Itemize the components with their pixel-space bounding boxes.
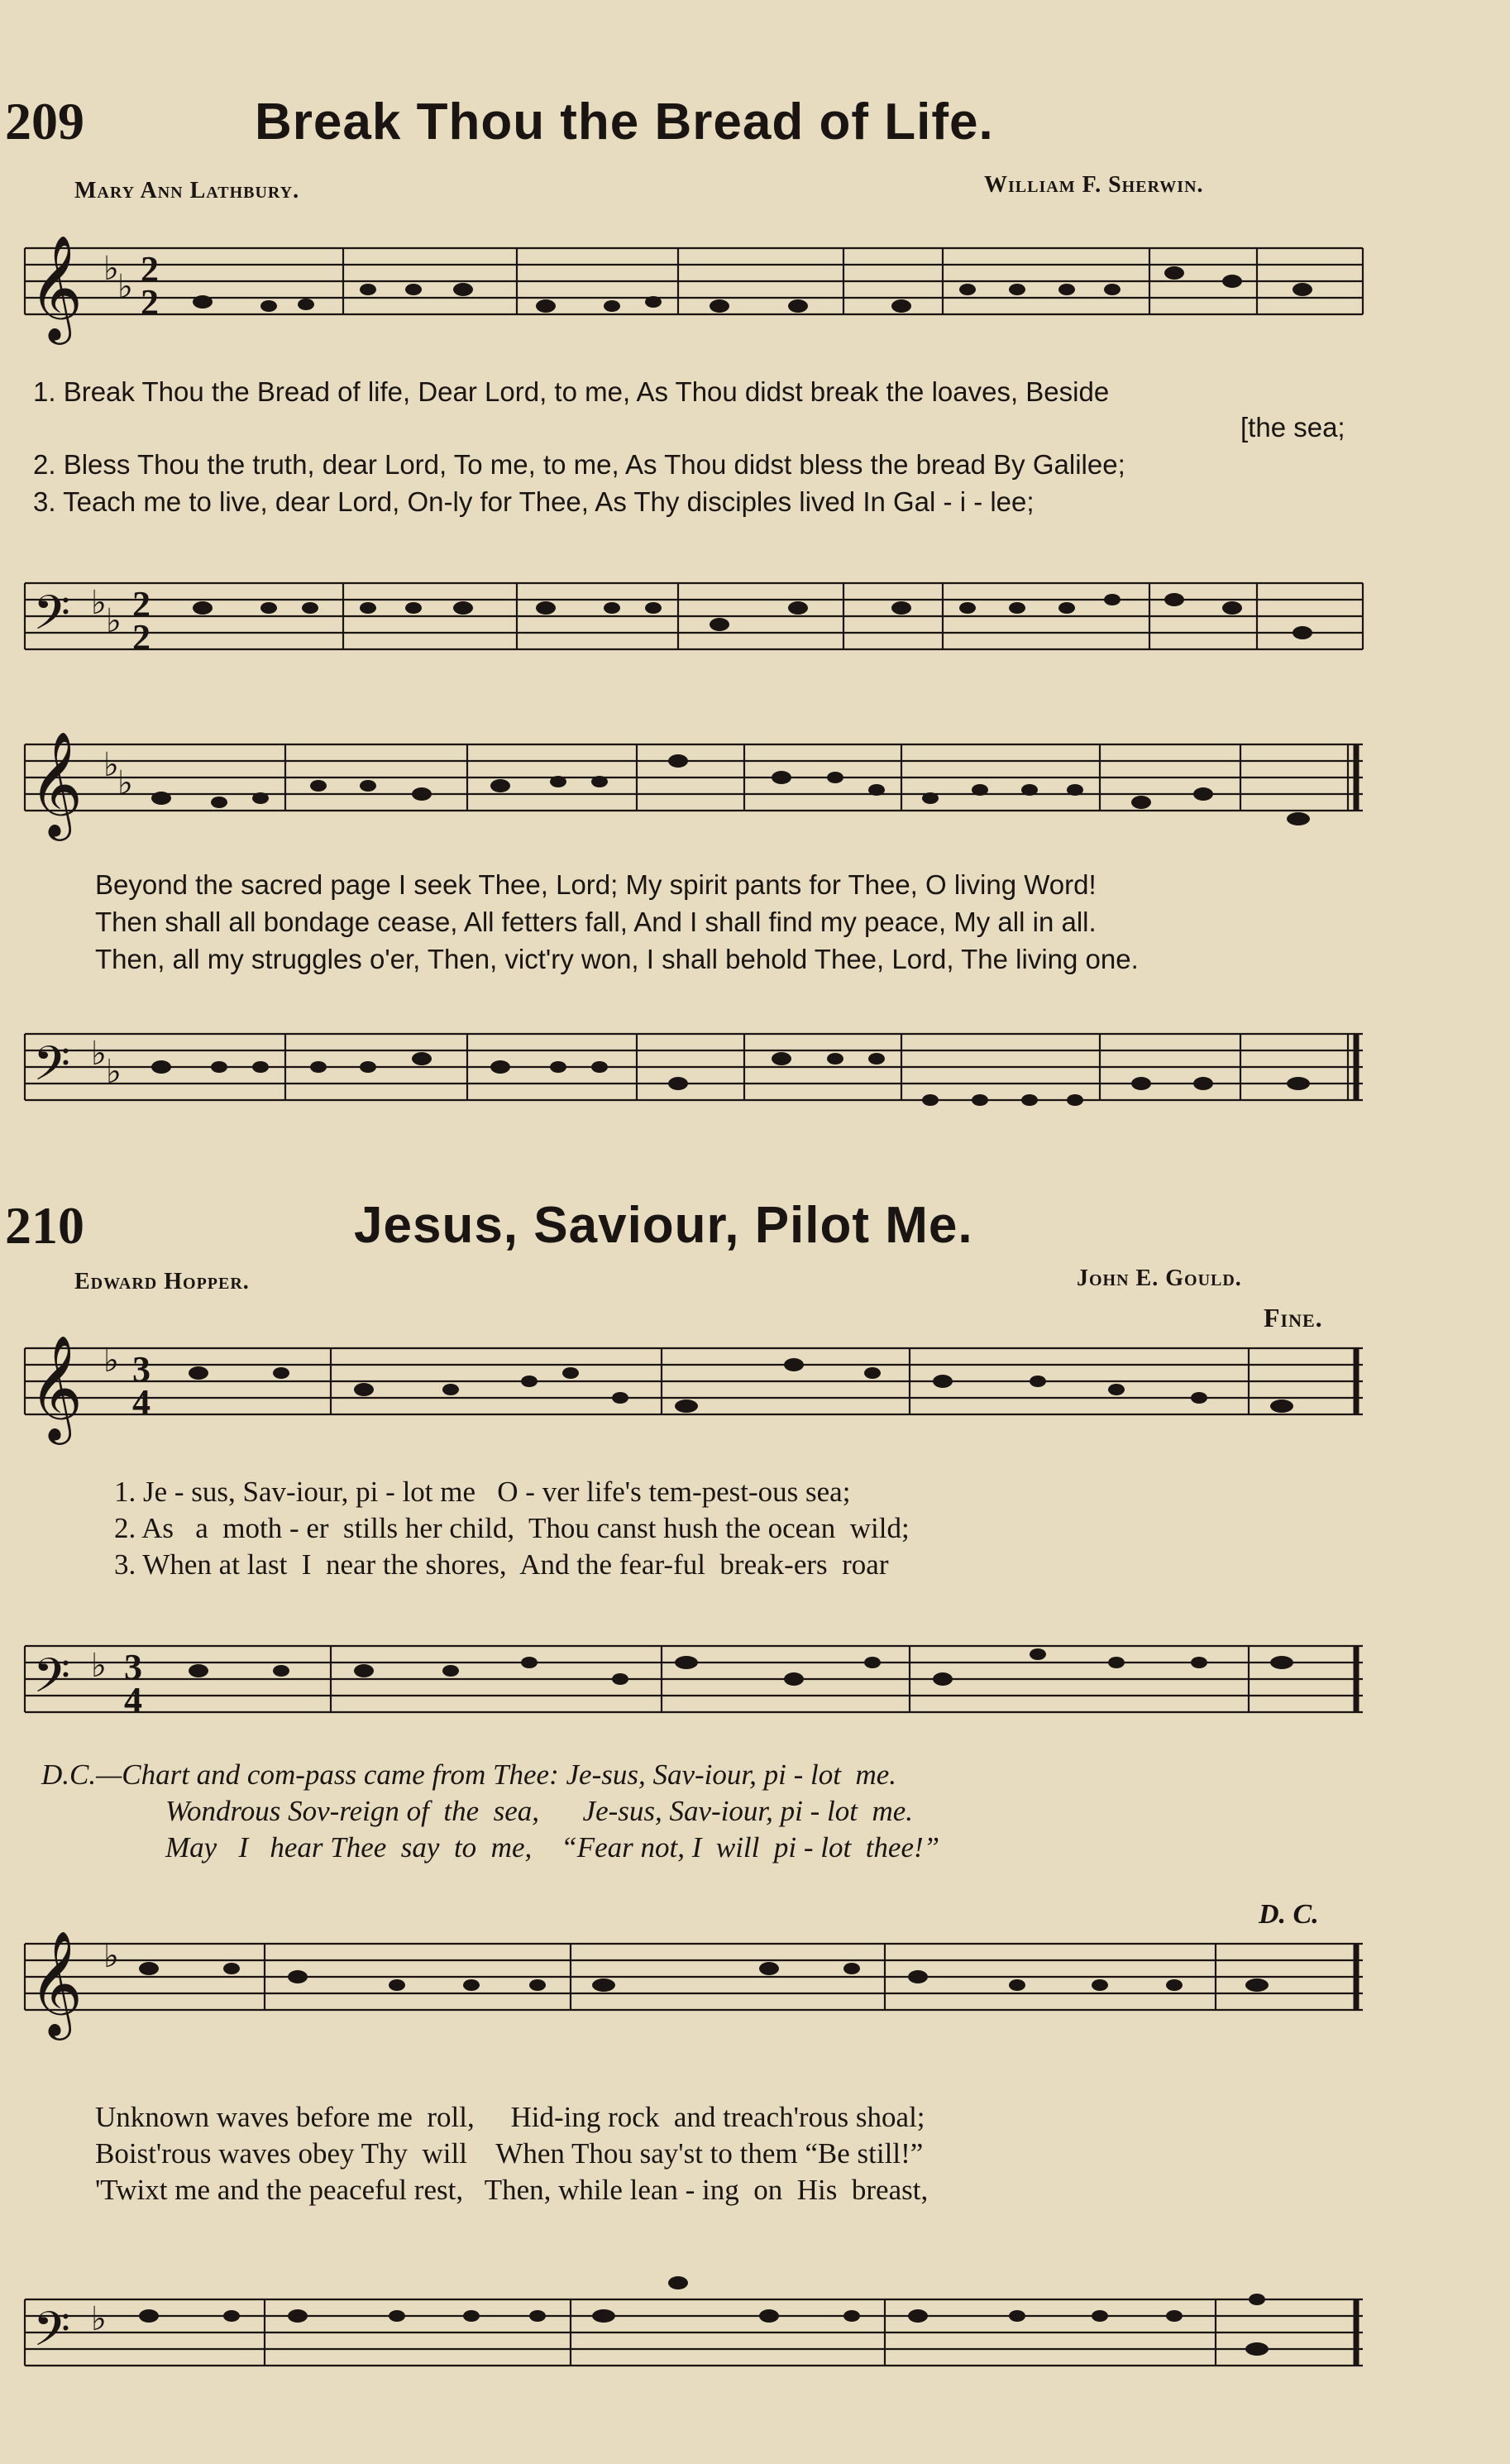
verse-line-b1: Beyond the sacred page I seek Thee, Lord; My spirit pants for Thee, O living Word! xyxy=(95,869,1097,900)
verse-line-2: 2. As a moth - er stills her child, Thou canst hush the ocean wild; xyxy=(114,1512,910,1544)
fine-marking: Fine. xyxy=(1264,1303,1323,1332)
svg-text:♭: ♭ xyxy=(91,2300,107,2337)
verse-line-b2: Then shall all bondage cease, All fetters fall, And I shall find my peace, My all in all. xyxy=(95,907,1097,937)
svg-text:𝄢: 𝄢 xyxy=(33,585,71,653)
svg-text:𝄢: 𝄢 xyxy=(33,1036,71,1103)
hymn-number: 209 xyxy=(5,92,84,151)
svg-text:𝄢: 𝄢 xyxy=(33,1648,71,1715)
svg-text:2: 2 xyxy=(141,249,159,289)
svg-text:𝄢: 𝄢 xyxy=(33,2301,71,2369)
bass-staff xyxy=(0,1596,1510,1720)
svg-text:𝄞: 𝄞 xyxy=(29,1334,84,1440)
treble-staff xyxy=(0,1919,1510,2051)
svg-text:♭: ♭ xyxy=(106,602,122,639)
verse-line-3: 3. Teach me to live, dear Lord, On-ly for Thee, As Thy disciples lived In Gal - i - lee; xyxy=(33,486,1035,517)
svg-text:♭: ♭ xyxy=(117,764,133,801)
svg-text:♭: ♭ xyxy=(91,1035,107,1072)
verse-line-1-cont: [the sea; xyxy=(1240,412,1345,443)
verse-line-3: 3. When at last I near the shores, And the fear-ful break-ers roar xyxy=(114,1548,889,1581)
bass-staff xyxy=(0,2233,1510,2399)
verse-line-1: 1. Break Thou the Bread of life, Dear Lord, to me, As Thou didst break the loaves, Beside xyxy=(33,376,1110,407)
svg-text:♭: ♭ xyxy=(103,250,119,287)
hymn-author: Edward Hopper. xyxy=(74,1269,250,1294)
verse-line-b2: Boist'rous waves obey Thy will When Thou say'st to them “Be still!” xyxy=(95,2137,924,2170)
svg-text:4: 4 xyxy=(132,1382,151,1423)
treble-staff xyxy=(0,223,1510,347)
treble-staff xyxy=(0,711,1510,852)
verse-line-b1: Unknown waves before me roll, Hid-ing rock and treach'rous shoal; xyxy=(95,2101,925,2133)
svg-text:♭: ♭ xyxy=(106,1053,122,1090)
verse-line-b3: Then, all my struggles o'er, Then, vict'ry won, I shall behold Thee, Lord, The living one. xyxy=(95,944,1139,974)
dc-line-2: Wondrous Sov-reign of the sea, Je-sus, Sav-iour, pi - lot me. xyxy=(165,1795,914,1827)
svg-text:♭: ♭ xyxy=(103,746,119,783)
svg-text:3: 3 xyxy=(132,1349,151,1390)
hymn-number: 210 xyxy=(5,1196,84,1255)
svg-text:♭: ♭ xyxy=(117,268,133,305)
hymn-composer: William F. Sherwin. xyxy=(984,172,1204,198)
dc-marking: D. C. xyxy=(1259,1899,1319,1930)
hymn-author: Mary Ann Lathbury. xyxy=(74,178,300,203)
bass-staff xyxy=(0,993,1510,1141)
verse-line-b3: 'Twixt me and the peaceful rest, Then, while lean - ing on His breast, xyxy=(95,2174,929,2206)
hymn-title: Break Thou the Bread of Life. xyxy=(255,93,994,151)
svg-text:2: 2 xyxy=(132,617,151,658)
bass-staff xyxy=(0,546,1510,670)
hymn-title: Jesus, Saviour, Pilot Me. xyxy=(354,1197,973,1254)
svg-text:𝄞: 𝄞 xyxy=(29,730,84,836)
svg-text:♭: ♭ xyxy=(103,1937,119,1974)
svg-text:𝄞: 𝄞 xyxy=(29,234,84,340)
dc-line-1: D.C.—Chart and com-pass came from Thee: Je-sus, Sav-iour, pi - lot me. xyxy=(41,1758,897,1791)
svg-text:♭: ♭ xyxy=(91,1647,107,1684)
svg-text:♭: ♭ xyxy=(91,584,107,621)
svg-text:2: 2 xyxy=(132,584,151,624)
hymn-composer: John E. Gould. xyxy=(1077,1265,1242,1291)
svg-text:2: 2 xyxy=(141,282,159,323)
svg-text:♭: ♭ xyxy=(103,1342,119,1379)
verse-line-2: 2. Bless Thou the truth, dear Lord, To me, to me, As Thou didst bless the bread By Galilee; xyxy=(33,449,1125,480)
svg-text:3: 3 xyxy=(124,1647,142,1687)
treble-staff xyxy=(0,1323,1510,1447)
dc-line-3: May I hear Thee say to me, “Fear not, I will pi - lot thee!” xyxy=(165,1831,940,1864)
svg-text:𝄞: 𝄞 xyxy=(29,1930,84,2036)
verse-line-1: 1. Je - sus, Sav-iour, pi - lot me O - ver life's tem-pest-ous sea; xyxy=(114,1476,851,1508)
svg-text:4: 4 xyxy=(124,1680,142,1720)
